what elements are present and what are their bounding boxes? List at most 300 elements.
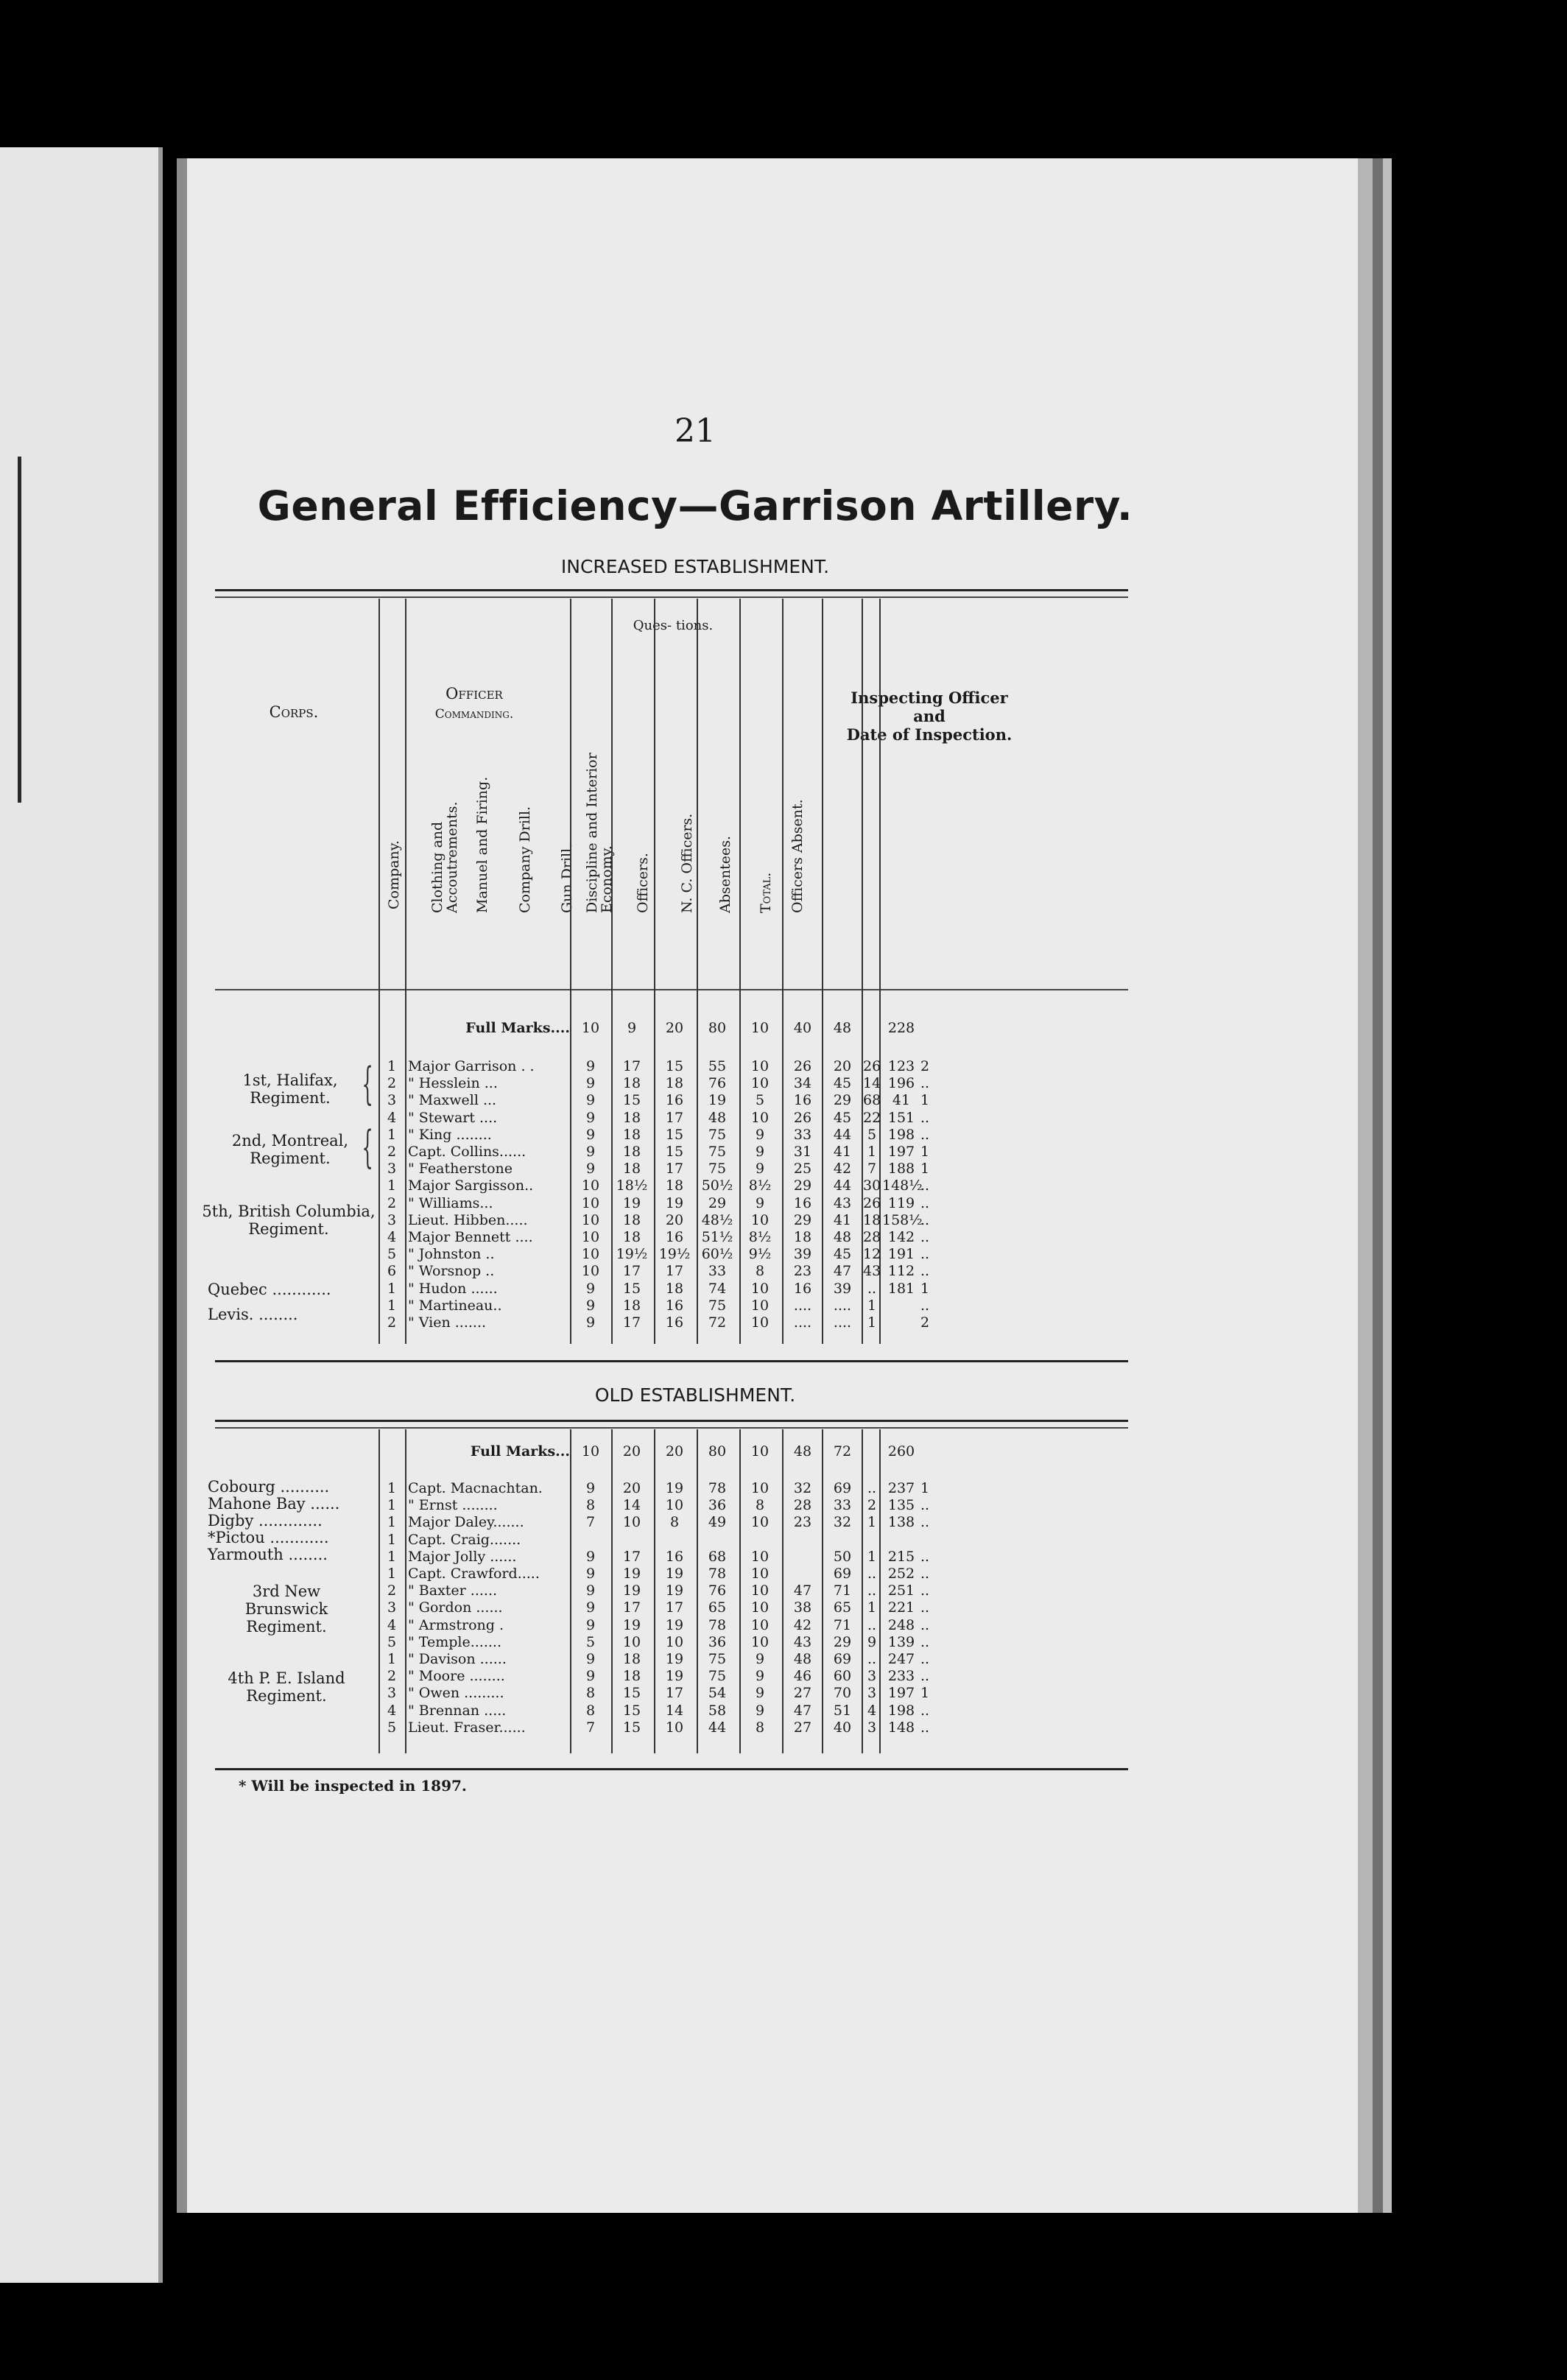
table-cell: 76 <box>708 1582 727 1599</box>
table-cell: 17 <box>665 1109 684 1126</box>
table-cell: 10 <box>750 1443 770 1460</box>
table-cell: 44 <box>833 1177 852 1194</box>
table-cell: 112 <box>887 1263 915 1280</box>
table-cell: 10 <box>750 1548 770 1565</box>
table-cell: 10 <box>750 1211 770 1228</box>
table-cell: 15 <box>622 1719 641 1736</box>
table-cell: 10 <box>750 1297 770 1314</box>
table-row <box>187 1246 1144 1262</box>
table-cell: 10 <box>750 1075 770 1092</box>
table-cell: 18 <box>622 1109 641 1126</box>
table-cell: 10 <box>581 1211 600 1228</box>
table-cell: 48½ <box>701 1211 733 1228</box>
table-cell: 9 <box>585 1616 596 1633</box>
manuel-header: Manuel and Firing. <box>474 776 490 913</box>
table-cell: 36 <box>708 1497 727 1514</box>
table-cell: 1 <box>387 1280 397 1297</box>
table-cell: 251 <box>887 1582 915 1599</box>
table-cell: 80 <box>708 1020 727 1036</box>
table-cell: 10 <box>750 1599 770 1616</box>
table-cell: 18½ <box>616 1177 648 1194</box>
table-cell: Lieut. Hibben..... <box>408 1211 528 1228</box>
table-cell: 9 <box>585 1599 596 1616</box>
table-cell: 45 <box>833 1246 852 1263</box>
table-cell: 51 <box>833 1702 852 1719</box>
table-cell: 78 <box>708 1480 727 1496</box>
table-cell: 40 <box>793 1020 812 1036</box>
table-cell: " Gordon ...... <box>408 1599 503 1616</box>
left-page-edge <box>0 147 163 2283</box>
table-cell: .. <box>920 1126 930 1143</box>
table-cell: 18 <box>622 1211 641 1228</box>
table-cell: 10 <box>750 1314 770 1331</box>
table-cell: 30 <box>863 1177 881 1194</box>
table-cell: 20 <box>833 1058 852 1074</box>
table-cell: .. <box>867 1566 877 1582</box>
table-cell: .. <box>920 1109 930 1126</box>
table-cell: .. <box>920 1211 930 1228</box>
table-cell: 48 <box>793 1443 812 1460</box>
table-cell: 75 <box>708 1668 727 1685</box>
table-cell: 12 <box>863 1246 881 1263</box>
table-cell: " Hesslein ... <box>408 1075 498 1092</box>
table-cell: 7 <box>867 1161 877 1177</box>
table-cell: 14 <box>622 1497 641 1514</box>
table-cell: 78 <box>708 1616 727 1633</box>
table-cell: 158½ <box>882 1211 923 1228</box>
table-cell: 19 <box>665 1566 684 1582</box>
absentees-header: Absentees. <box>717 835 733 913</box>
officers-absent-header: Officers Absent. <box>789 799 806 913</box>
table-cell: 5 <box>867 1126 877 1143</box>
table-cell: 7 <box>585 1514 596 1531</box>
table-cell: 69 <box>833 1651 852 1667</box>
table-cell: 8 <box>585 1685 596 1702</box>
table-cell: 15 <box>665 1126 684 1143</box>
table-cell: 16 <box>793 1194 812 1211</box>
table-cell: 40 <box>833 1719 852 1736</box>
table-cell: .. <box>920 1075 930 1092</box>
table-cell: 22 <box>863 1109 881 1126</box>
table-cell: 54 <box>708 1685 727 1702</box>
table-cell: 3 <box>867 1719 877 1736</box>
old-header-rule-2 <box>215 1427 1128 1429</box>
table-cell: .. <box>920 1297 930 1314</box>
table-cell: 10 <box>665 1497 684 1514</box>
table-cell: 4 <box>387 1109 397 1126</box>
corps-british-columbia: 5th, British Columbia, Regiment. <box>202 1203 376 1238</box>
table-cell: 8 <box>755 1263 765 1280</box>
table-cell: 75 <box>708 1651 727 1667</box>
table-cell: 221 <box>887 1599 915 1616</box>
table-cell: 15 <box>622 1685 641 1702</box>
table-cell: 2 <box>387 1582 397 1599</box>
table-cell: 1 <box>920 1480 930 1496</box>
table-cell: 10 <box>665 1633 684 1650</box>
table-cell: 20 <box>665 1443 684 1460</box>
table-cell: 1 <box>867 1297 877 1314</box>
corps-levis: Levis. ........ <box>208 1306 298 1323</box>
table-cell: 8 <box>669 1514 680 1531</box>
table-cell: 1 <box>867 1514 877 1531</box>
table-cell: Major Daley....... <box>408 1514 524 1531</box>
table-cell: " Ernst ........ <box>408 1497 498 1514</box>
table-cell: 6 <box>387 1263 397 1280</box>
table-cell: 9 <box>755 1144 765 1160</box>
inspecting-header-2: and <box>913 707 946 725</box>
table-cell: " Armstrong . <box>408 1616 504 1633</box>
table-cell: 1 <box>387 1566 397 1582</box>
officers-header: Officers. <box>635 853 651 913</box>
table-cell: 26 <box>863 1058 881 1074</box>
table-cell: 1 <box>920 1280 930 1297</box>
table-cell: 34 <box>793 1075 812 1092</box>
table-cell: 18 <box>622 1297 641 1314</box>
table-cell: " Baxter ...... <box>408 1582 498 1599</box>
table-cell: 18 <box>665 1280 684 1297</box>
brace-montreal: { <box>362 1122 373 1173</box>
nco-header: N. C. Officers. <box>679 813 695 913</box>
table-cell: 3 <box>387 1092 397 1109</box>
table-cell: 9 <box>585 1566 596 1582</box>
table-cell: 19 <box>665 1194 684 1211</box>
table-cell: 9 <box>585 1314 596 1331</box>
table-cell: 20 <box>665 1211 684 1228</box>
table-cell: .. <box>920 1702 930 1719</box>
corps-yarmouth: Yarmouth ........ <box>208 1546 328 1563</box>
table-cell: 17 <box>665 1685 684 1702</box>
table-cell: 10 <box>750 1633 770 1650</box>
table-cell: " Worsnop .. <box>408 1263 495 1280</box>
table-cell: 8½ <box>748 1177 772 1194</box>
table-cell: 32 <box>833 1514 852 1531</box>
table-cell: 71 <box>833 1582 852 1599</box>
total-header: Total. <box>758 872 774 913</box>
left-page-mark <box>18 457 21 803</box>
table-cell: 233 <box>887 1668 915 1685</box>
table-cell: 16 <box>665 1229 684 1245</box>
table-cell: 41 <box>892 1092 911 1109</box>
table-cell: 29 <box>833 1092 852 1109</box>
table-cell: 17 <box>622 1058 641 1074</box>
table-cell: 9 <box>755 1685 765 1702</box>
increased-establishment-label: INCREASED ESTABLISHMENT. <box>560 556 830 577</box>
table-cell: 148½ <box>882 1177 923 1194</box>
table-cell: 9 <box>585 1651 596 1667</box>
table-cell: 181 <box>887 1280 915 1297</box>
table-cell: " Williams... <box>408 1194 493 1211</box>
table-cell: 44 <box>708 1719 727 1736</box>
table-cell: 10 <box>581 1229 600 1245</box>
table-cell: 48 <box>793 1651 812 1667</box>
table-cell: 16 <box>665 1297 684 1314</box>
corps-halifax: 1st, Halifax, Regiment. <box>242 1071 338 1107</box>
table-cell: 75 <box>708 1144 727 1160</box>
table-cell: 78 <box>708 1566 727 1582</box>
table-cell: 7 <box>585 1719 596 1736</box>
table-cell: 29 <box>793 1211 812 1228</box>
table-cell: 19 <box>622 1194 641 1211</box>
commanding-header: Commanding. <box>434 707 514 722</box>
table-cell: 17 <box>622 1263 641 1280</box>
table-cell: 9 <box>585 1297 596 1314</box>
table-cell: 1 <box>387 1531 397 1548</box>
table-cell: 31 <box>793 1144 812 1160</box>
table-cell: 9 <box>585 1668 596 1685</box>
table-cell: 23 <box>793 1514 812 1531</box>
header-top-rule-2 <box>215 596 1128 598</box>
table-cell: 32 <box>793 1480 812 1496</box>
table-cell: 1 <box>387 1126 397 1143</box>
corps-cobourg: Cobourg .......... <box>208 1478 330 1496</box>
table-cell: 10 <box>750 1582 770 1599</box>
table-cell: 2 <box>387 1075 397 1092</box>
table-cell: 3 <box>867 1685 877 1702</box>
table-cell: 20 <box>665 1020 684 1036</box>
table-cell: .. <box>920 1599 930 1616</box>
table-cell: .. <box>920 1633 930 1650</box>
table-cell: 45 <box>833 1075 852 1092</box>
footnote: * Will be inspected in 1897. <box>239 1777 467 1795</box>
table-cell: 14 <box>863 1075 881 1092</box>
table-cell: .. <box>920 1246 930 1263</box>
table-cell: 28 <box>863 1229 881 1245</box>
table-cell: " Davison ...... <box>408 1651 507 1667</box>
table-cell: 19 <box>665 1582 684 1599</box>
table-cell: 15 <box>622 1092 641 1109</box>
table-cell: 76 <box>708 1075 727 1092</box>
table-cell: " Vien ....... <box>408 1314 487 1331</box>
table-cell: .. <box>920 1514 930 1531</box>
table-cell: .. <box>920 1668 930 1685</box>
table-cell: 9 <box>755 1668 765 1685</box>
company-header: Company. <box>386 840 402 909</box>
table-cell: .. <box>920 1194 930 1211</box>
old-full-marks-values <box>187 1443 1144 1460</box>
table-cell: 43 <box>793 1633 812 1650</box>
table-cell: 4 <box>387 1702 397 1719</box>
table-cell: 9 <box>585 1161 596 1177</box>
table-cell: 80 <box>708 1443 727 1460</box>
table-cell: 48 <box>708 1109 727 1126</box>
table-cell: .. <box>867 1280 877 1297</box>
table-cell: 5 <box>755 1092 765 1109</box>
table-row <box>187 1634 1144 1650</box>
clothing-header: Clothing and Accoutrements. <box>429 801 460 913</box>
table-cell: 18 <box>863 1211 881 1228</box>
table-cell: 139 <box>887 1633 915 1650</box>
table-cell: 68 <box>863 1092 881 1109</box>
table-cell: 9 <box>585 1092 596 1109</box>
officer-header: Officer <box>446 685 503 703</box>
table-cell: 3 <box>867 1668 877 1685</box>
table-cell: 9½ <box>748 1246 772 1263</box>
table-cell: 75 <box>708 1297 727 1314</box>
table-cell: 1 <box>387 1058 397 1074</box>
table-cell: 43 <box>863 1263 881 1280</box>
table-cell: 10 <box>750 1616 770 1633</box>
table-cell: 151 <box>887 1109 915 1126</box>
inspecting-header-1: Inspecting Officer <box>851 689 1008 707</box>
table-cell: 9 <box>585 1109 596 1126</box>
table-cell: 20 <box>622 1443 641 1460</box>
table-cell: 1 <box>867 1314 877 1331</box>
table-cell: 33 <box>793 1126 812 1143</box>
table-cell: 9 <box>585 1280 596 1297</box>
discipline-header: Discipline and Interior Economy. <box>584 753 615 913</box>
table-cell: 18 <box>622 1668 641 1685</box>
table-cell: 197 <box>887 1685 915 1702</box>
table-cell: 1 <box>867 1599 877 1616</box>
table-cell: 1 <box>387 1651 397 1667</box>
table-cell: 247 <box>887 1651 915 1667</box>
table-cell: 19 <box>622 1582 641 1599</box>
table-cell: 16 <box>793 1092 812 1109</box>
table-cell: 17 <box>622 1314 641 1331</box>
table-cell: 29 <box>708 1194 727 1211</box>
header-top-rule <box>215 589 1128 591</box>
header-bottom-rule <box>215 989 1128 990</box>
document-page <box>177 158 1358 2213</box>
table-cell: 49 <box>708 1514 727 1531</box>
table-cell: 39 <box>833 1280 852 1297</box>
table-cell: 198 <box>887 1126 915 1143</box>
table-cell: 41 <box>833 1211 852 1228</box>
table-cell: 18 <box>665 1177 684 1194</box>
table-cell: " Johnston .. <box>408 1246 495 1263</box>
table-cell: Major Bennett .... <box>408 1229 533 1245</box>
table-cell: 26 <box>863 1194 881 1211</box>
corps-montreal: 2nd, Montreal, Regiment. <box>231 1132 349 1167</box>
table-cell: 29 <box>833 1633 852 1650</box>
table-cell: 27 <box>793 1719 812 1736</box>
table-row <box>187 1263 1144 1279</box>
table-cell: 10 <box>581 1194 600 1211</box>
table-cell: 19 <box>708 1092 727 1109</box>
table-cell: 1 <box>387 1177 397 1194</box>
corps-pictou: *Pictou ............ <box>208 1529 329 1546</box>
table-cell: 215 <box>887 1548 915 1565</box>
table-cell: 17 <box>665 1599 684 1616</box>
table-cell: 237 <box>887 1480 915 1496</box>
page-number: 21 <box>675 412 716 450</box>
page-title: General Efficiency—Garrison Artillery. <box>257 482 1133 529</box>
table-cell: Major Sargisson.. <box>408 1177 534 1194</box>
table-cell: 9 <box>585 1582 596 1599</box>
table-cell: 198 <box>887 1702 915 1719</box>
table-cell: 9 <box>755 1194 765 1211</box>
table-cell: 60½ <box>701 1246 733 1263</box>
table-cell: 16 <box>665 1092 684 1109</box>
table-cell: 3 <box>387 1599 397 1616</box>
corps-quebec: Quebec ............ <box>208 1281 331 1298</box>
table-cell: 17 <box>665 1263 684 1280</box>
table-cell: .... <box>833 1314 852 1331</box>
table-cell: 138 <box>887 1514 915 1531</box>
table-cell: .. <box>920 1497 930 1514</box>
table-cell: .. <box>920 1616 930 1633</box>
table-cell: 50 <box>833 1548 852 1565</box>
table-cell: 9 <box>585 1144 596 1160</box>
table-cell: 48 <box>833 1229 852 1245</box>
increased-full-marks-values <box>187 1020 1144 1036</box>
table-cell: 47 <box>793 1582 812 1599</box>
table-cell: 9 <box>585 1548 596 1565</box>
table-cell: 8 <box>585 1497 596 1514</box>
table-cell: 60 <box>833 1668 852 1685</box>
table-cell: 68 <box>708 1548 727 1565</box>
table-cell: .. <box>867 1480 877 1496</box>
footer-rule <box>215 1768 1128 1770</box>
table-cell: " Hudon ...... <box>408 1280 498 1297</box>
table-cell: 18 <box>622 1144 641 1160</box>
table-cell: 42 <box>793 1616 812 1633</box>
table-cell: 2 <box>920 1058 930 1074</box>
table-row <box>187 1719 1144 1736</box>
table-cell: 27 <box>793 1685 812 1702</box>
corps-new-brunswick: 3rd New Brunswick Regiment. <box>244 1582 328 1636</box>
table-cell: .. <box>867 1582 877 1599</box>
table-cell: 2 <box>387 1194 397 1211</box>
inspecting-header-3: Date of Inspection. <box>846 725 1013 744</box>
table-cell: 9 <box>585 1480 596 1496</box>
table-cell: .... <box>793 1314 812 1331</box>
table-cell: 15 <box>622 1280 641 1297</box>
table-cell: Lieut. Fraser...... <box>408 1719 526 1736</box>
table-cell: 148 <box>887 1719 915 1736</box>
table-cell: 18 <box>622 1161 641 1177</box>
table-cell: 72 <box>708 1314 727 1331</box>
table-cell: .. <box>920 1229 930 1245</box>
table-cell: 70 <box>833 1685 852 1702</box>
table-cell: 2 <box>387 1144 397 1160</box>
table-cell: 44 <box>833 1126 852 1143</box>
table-cell: 17 <box>622 1548 641 1565</box>
table-cell: 9 <box>755 1702 765 1719</box>
table-cell: 26 <box>793 1058 812 1074</box>
table-cell: 10 <box>622 1514 641 1531</box>
table-cell: " Stewart .... <box>408 1109 498 1126</box>
table-cell: 1 <box>387 1480 397 1496</box>
table-cell: 191 <box>887 1246 915 1263</box>
table-cell: 18 <box>793 1229 812 1245</box>
table-cell: 18 <box>622 1126 641 1143</box>
table-cell: 2 <box>920 1314 930 1331</box>
table-cell: 9 <box>755 1651 765 1667</box>
table-cell: .. <box>920 1651 930 1667</box>
table-cell: 46 <box>793 1668 812 1685</box>
table-cell: 17 <box>665 1161 684 1177</box>
table-cell: 10 <box>581 1020 600 1036</box>
table-cell: 10 <box>750 1566 770 1582</box>
brace-halifax: { <box>362 1058 373 1110</box>
table-cell: .. <box>920 1582 930 1599</box>
table-cell: 1 <box>387 1548 397 1565</box>
old-header-rule <box>215 1420 1128 1422</box>
table-cell: " Owen ......... <box>408 1685 504 1702</box>
table-cell: 123 <box>887 1058 915 1074</box>
table-cell: 5 <box>387 1246 397 1263</box>
table-cell: 18 <box>622 1229 641 1245</box>
table-cell: 36 <box>708 1633 727 1650</box>
table-cell: 51½ <box>701 1229 733 1245</box>
table-cell: 58 <box>708 1702 727 1719</box>
table-cell: 9 <box>867 1633 877 1650</box>
table-cell: 19½ <box>658 1246 691 1263</box>
table-cell: " Martineau.. <box>408 1297 502 1314</box>
table-cell: 10 <box>750 1109 770 1126</box>
table-cell: 3 <box>387 1211 397 1228</box>
